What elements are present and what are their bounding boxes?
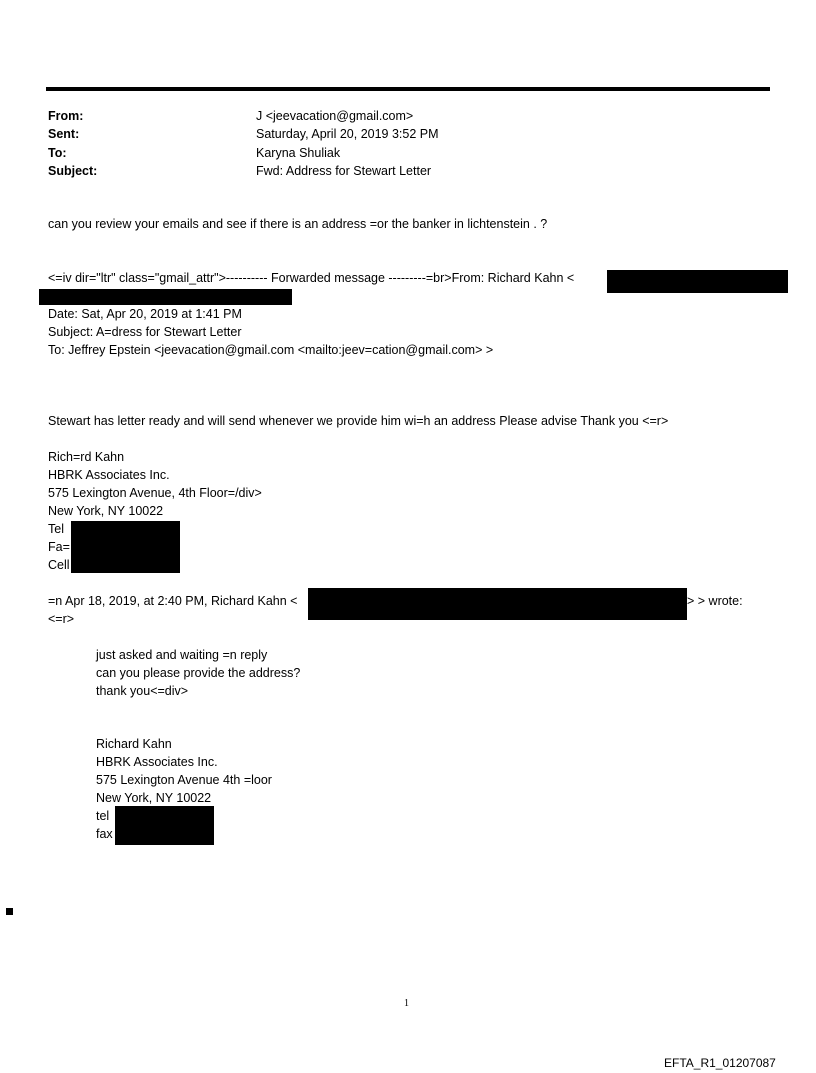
- quoted-line: can you please provide the address?: [96, 666, 301, 680]
- signature-tel: tel: [96, 809, 110, 823]
- quote-header-end: > > wrote:: [687, 594, 743, 608]
- quote-break: <=r>: [48, 612, 75, 626]
- page-number: 1: [404, 998, 409, 1009]
- signature-city: New York, NY 10022: [96, 791, 212, 805]
- redaction-block: [115, 806, 214, 845]
- signature-fax: fax: [96, 827, 113, 841]
- signature-address: 575 Lexington Avenue 4th =loor: [96, 773, 272, 787]
- redaction-block: [71, 521, 180, 573]
- signature-name: Richard Kahn: [96, 737, 172, 751]
- date-line: Date: Sat, Apr 20, 2019 at 1:41 PM: [48, 307, 242, 321]
- subject-label: Subject:: [48, 164, 98, 178]
- redaction-block: [308, 588, 687, 620]
- bullet-marker: [6, 908, 13, 915]
- signature-tel: Tel: [48, 522, 64, 536]
- subject-line: Subject: A=dress for Stewart Letter: [48, 325, 242, 339]
- quoted-line: thank you<=div>: [96, 684, 189, 698]
- signature-company: HBRK Associates Inc.: [96, 755, 218, 769]
- signature-name: Rich=rd Kahn: [48, 450, 125, 464]
- sent-value: Saturday, April 20, 2019 3:52 PM: [256, 127, 439, 141]
- quoted-line: just asked and waiting =n reply: [96, 648, 268, 662]
- from-value: J <jeevacation@gmail.com>: [256, 109, 414, 123]
- signature-fax: Fa=: [48, 540, 70, 554]
- signature-city: New York, NY 10022: [48, 504, 164, 518]
- redaction-block: [39, 289, 292, 305]
- sent-label: Sent:: [48, 127, 80, 141]
- message-text: Stewart has letter ready and will send whenever we provide him wi=h an address Please advise Thank you <=r>: [48, 414, 669, 428]
- signature-cell: Cell: [48, 558, 70, 572]
- top-rule: [46, 87, 770, 91]
- to-line: To: Jeffrey Epstein <jeevacation@gmail.com <mailto:jeev=cation@gmail.com> >: [48, 343, 494, 357]
- intro-text: can you review your emails and see if there is an address =or the banker in lichtenstein . ?: [48, 217, 548, 231]
- signature-address: 575 Lexington Avenue, 4th Floor=/div>: [48, 486, 262, 500]
- to-label: To:: [48, 146, 67, 160]
- from-label: From:: [48, 109, 84, 123]
- subject-value: Fwd: Address for Stewart Letter: [256, 164, 432, 178]
- quote-header: =n Apr 18, 2019, at 2:40 PM, Richard Kahn <: [48, 594, 298, 608]
- redaction-block: [607, 270, 788, 293]
- signature-company: HBRK Associates Inc.: [48, 468, 170, 482]
- to-value: Karyna Shuliak: [256, 146, 341, 160]
- forward-line: <=iv dir="ltr" class="gmail_attr">---------- Forwarded message ---------=br>From: Richard Kahn <: [48, 271, 575, 285]
- document-id: EFTA_R1_01207087: [664, 1056, 776, 1070]
